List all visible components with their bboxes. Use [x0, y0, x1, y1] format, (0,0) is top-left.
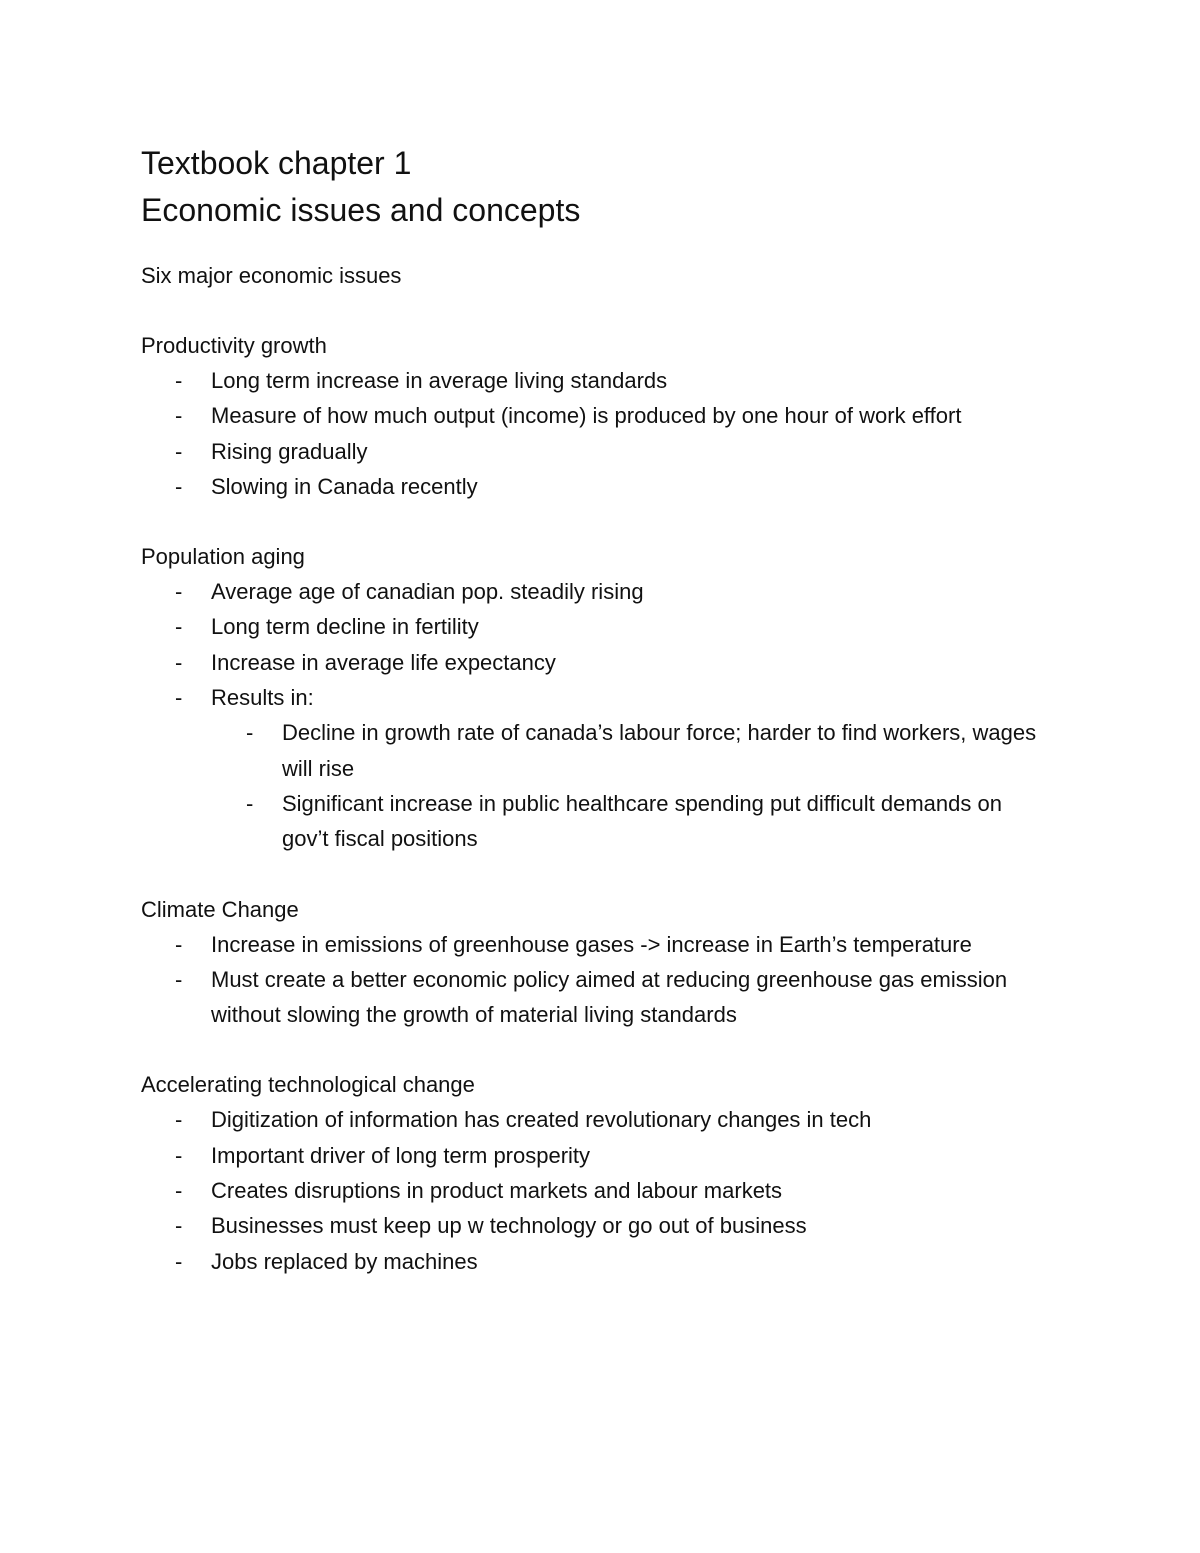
bullet-dash: -: [246, 720, 254, 746]
section-heading: Accelerating technological change: [141, 1072, 475, 1098]
bullet-dash: -: [175, 403, 183, 429]
list-item-text: Rising gradually: [211, 438, 368, 464]
bullet-dash: -: [175, 438, 183, 464]
list-item: [141, 645, 1041, 680]
list-item-text: Increase in emissions of greenhouse gases -> increase in Earth’s temperature: [211, 931, 972, 957]
list-item-text: Digitization of information has created revolutionary changes in tech: [211, 1107, 872, 1133]
bullet-dash: -: [175, 966, 183, 992]
section-heading: Climate Change: [141, 896, 299, 922]
list-item: [141, 680, 1041, 715]
bullet-dash: -: [175, 368, 183, 393]
section-heading: Productivity growth: [141, 333, 327, 358]
bullet-list: [141, 1102, 1041, 1278]
list-item: [141, 469, 1041, 504]
document-subtitle: Six major economic issues: [141, 263, 402, 288]
section-climate-change: [141, 892, 1041, 1033]
bullet-dash: -: [246, 790, 254, 816]
bullet-list: [141, 927, 1041, 1033]
list-item: [141, 1173, 1041, 1208]
bullet-list: [141, 574, 1041, 715]
bullet-dash: -: [175, 1107, 183, 1133]
list-item-text: Significant increase in public healthcare spending put difficult demands on gov’t fiscal positions: [282, 790, 1002, 852]
bullet-dash: -: [175, 1178, 183, 1204]
list-item: [141, 363, 1041, 398]
list-item-text: Measure of how much output (income) is produced by one hour of work effort: [211, 403, 962, 429]
list-item-text: Businesses must keep up w technology or go out of business: [211, 1213, 807, 1239]
bullet-dash: -: [175, 1248, 183, 1274]
sub-list-item: [141, 786, 1041, 857]
list-item-text: Average age of canadian pop. steadily rising: [211, 579, 644, 605]
bullet-dash: -: [175, 1142, 183, 1168]
sub-bullet-list: [141, 715, 1041, 856]
document-title: [141, 140, 1041, 234]
list-item-text: Slowing in Canada recently: [211, 473, 478, 499]
list-item-text: Results in:: [211, 685, 314, 711]
bullet-dash: -: [175, 579, 183, 605]
section-population-aging: [141, 539, 1041, 856]
bullet-dash: -: [175, 614, 183, 640]
bullet-dash: -: [175, 931, 183, 957]
bullet-dash: -: [175, 649, 183, 675]
list-item: [141, 434, 1041, 469]
bullet-list: [141, 363, 1041, 504]
section-productivity-growth: [141, 328, 1041, 504]
list-item: [141, 962, 1041, 1033]
list-item-text: Long term increase in average living standards: [211, 368, 668, 393]
section-technological-change: [141, 1067, 1041, 1278]
bullet-dash: -: [175, 473, 183, 499]
list-item-text: Long term decline in fertility: [211, 614, 479, 640]
list-item: [141, 927, 1041, 962]
list-item: [141, 609, 1041, 644]
list-item-text: Jobs replaced by machines: [211, 1248, 478, 1274]
document-page: [141, 140, 1041, 1314]
sub-list-item: [141, 715, 1041, 786]
list-item-text: Must create a better economic policy aimed at reducing greenhouse gas emission without slowing the growth of material living standards: [211, 966, 1008, 1028]
list-item: [141, 1102, 1041, 1137]
list-item-text: Decline in growth rate of canada’s labour force; harder to find workers, wages will rise: [282, 720, 1037, 781]
list-item: [141, 1244, 1041, 1279]
list-item: [141, 1208, 1041, 1243]
list-item-text: Important driver of long term prosperity: [211, 1142, 591, 1168]
list-item: [141, 1138, 1041, 1173]
bullet-dash: -: [175, 685, 183, 711]
list-item-text: Creates disruptions in product markets and labour markets: [211, 1178, 783, 1204]
title-line-2: Economic issues and concepts: [141, 192, 581, 228]
title-line-1: Textbook chapter 1: [141, 145, 412, 181]
list-item: [141, 398, 1041, 433]
list-item-text: Increase in average life expectancy: [211, 649, 556, 675]
section-heading: Population aging: [141, 544, 305, 570]
bullet-dash: -: [175, 1213, 183, 1239]
list-item: [141, 574, 1041, 609]
